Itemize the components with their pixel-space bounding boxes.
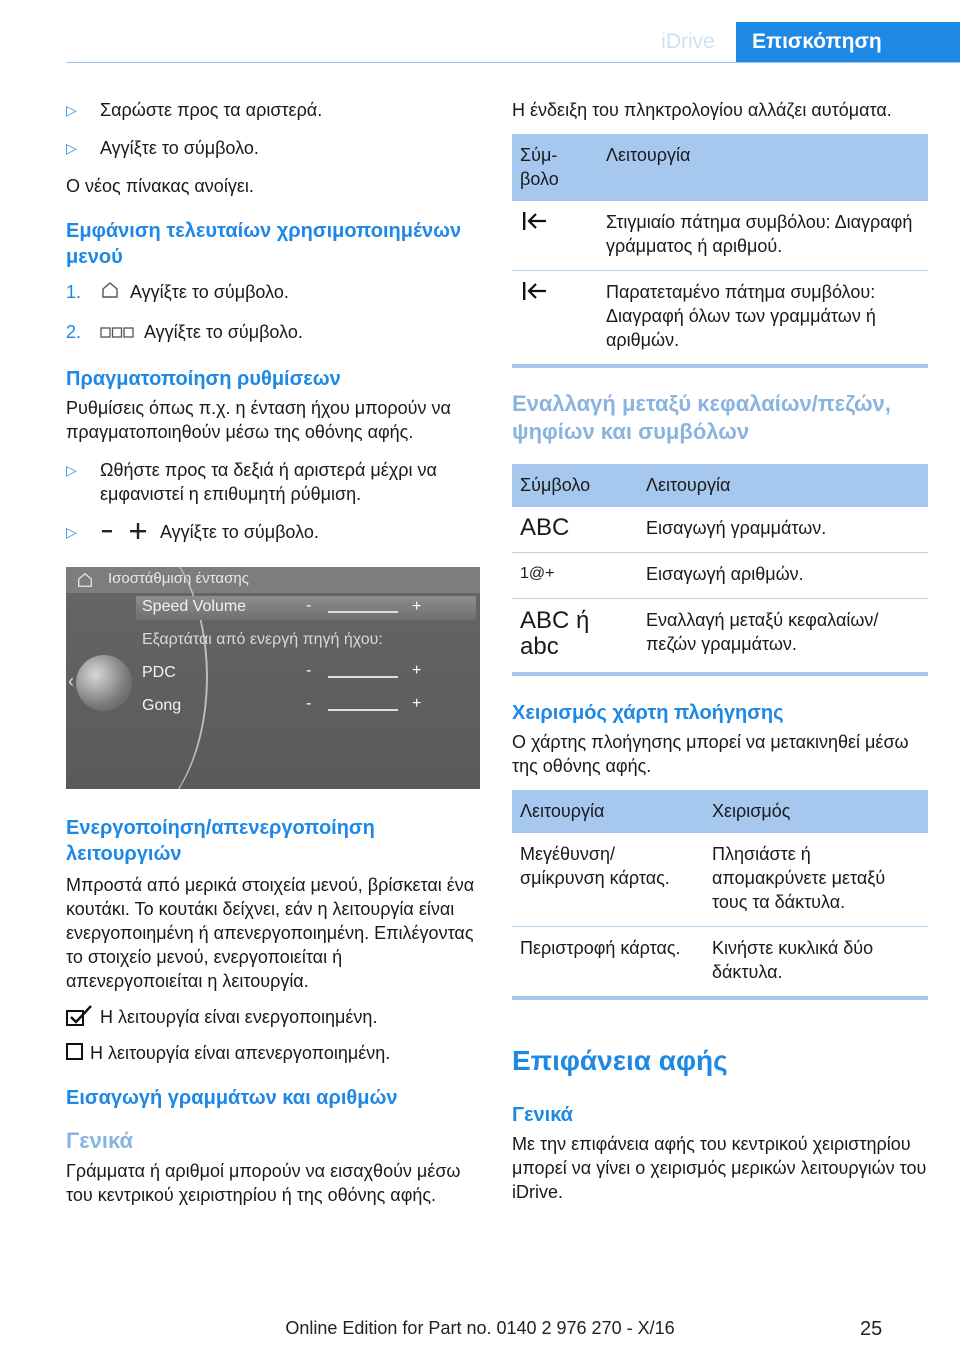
bullet-item: ▷ Σαρώστε προς τα αριστερά. — [66, 100, 323, 120]
symbol-cell: ABC — [512, 507, 638, 553]
table-row — [512, 833, 928, 927]
home-icon — [100, 280, 120, 306]
table-header: Λειτουργία — [638, 464, 928, 507]
minus-label: - — [306, 694, 312, 712]
section-heading: Πραγματοποίηση ρυθμίσεων — [66, 367, 341, 390]
header-chapter-tab: Επισκόπηση — [736, 22, 960, 62]
table-end-rule — [512, 996, 928, 1000]
paragraph: Γράμματα ή αριθμοί μπορούν να εισαχθούν μέσω του κεντρικού χειριστηρίου ή της οθόνης αφής. — [66, 1160, 461, 1205]
chapter-heading: Επιφάνεια αφής — [512, 1045, 728, 1076]
map-gestures-table — [512, 790, 928, 996]
table-header: Λειτουργία — [512, 790, 704, 833]
subsection-heading: Γενικά — [66, 1127, 134, 1153]
table-cell: Περιστροφή κάρτας. — [520, 938, 681, 958]
controller-dial-icon — [76, 655, 132, 711]
paragraph: Η ένδειξη του πληκτρολογίου αλλάζει αυτόματα. — [512, 100, 892, 120]
right-column — [512, 98, 928, 1204]
input-mode-table — [512, 464, 928, 672]
symbol-cell: ABC ή abc — [520, 607, 590, 660]
header-rule — [66, 62, 960, 63]
table-header: Σύμ-βολο — [512, 134, 598, 201]
section-heading: Ενεργοποίηση/απενεργοποίηση λειτουργιών — [66, 816, 375, 865]
table-row — [512, 507, 928, 553]
table-header: Χειρισμός — [704, 790, 928, 833]
table-cell: Εναλλαγή μεταξύ κεφαλαίων/πεζών γραμμάτων. — [646, 610, 879, 654]
table-row — [512, 927, 928, 997]
table-row — [512, 201, 928, 271]
bullet-triangle-icon: ▷ — [66, 102, 77, 118]
paragraph: Ο χάρτης πλοήγησης μπορεί να μετακινηθεί μέσω της οθόνης αφής. — [512, 732, 909, 776]
paragraph: Ο νέος πίνακας ανοίγει. — [66, 176, 254, 196]
backspace-icon — [512, 271, 598, 365]
section-heading: Εμφάνιση τελευταίων χρησιμοποιημένων μενού — [66, 220, 462, 268]
table-row — [512, 599, 928, 673]
plus-label: + — [412, 694, 422, 712]
unchecked-item: Η λειτουργία είναι απενεργοποιημένη. — [66, 1041, 480, 1065]
table-header: Λειτουργία — [598, 134, 928, 201]
screenshot-title: Ισοστάθμιση έντασης — [108, 569, 249, 587]
table-header: Σύμβολο — [512, 464, 638, 507]
delete-symbols-table — [512, 134, 928, 364]
minus-plus-icon — [100, 521, 150, 545]
screenshot-row: Speed Volume — [142, 597, 247, 615]
checkbox-unchecked-icon — [66, 1043, 84, 1067]
header-section-label: iDrive — [661, 30, 715, 53]
table-row — [512, 553, 928, 599]
minus-label: - — [306, 661, 312, 679]
checkbox-checked-icon — [66, 1005, 96, 1033]
recent-menus-icon — [100, 322, 134, 346]
screenshot-row: PDC — [142, 663, 176, 681]
table-cell: Κινήστε κυκλικά δύο δάκτυλα. — [712, 938, 874, 982]
section-heading: Εναλλαγή μεταξύ κεφαλαίων/πεζών, ψηφίων και συμβόλων — [512, 391, 891, 444]
bullet-item: ▷ Αγγίξτε το σύμβολο. — [66, 520, 480, 545]
bullet-triangle-icon: ▷ — [66, 461, 77, 478]
paragraph: Ρυθμίσεις όπως π.χ. η ένταση ήχου μπορούν να πραγματοποιηθούν μέσω της οθόνης αφής. — [66, 397, 451, 442]
table-cell: Πλησιάστε ή απομακρύνετε μεταξύ τους τα δάκτυλα. — [704, 833, 928, 927]
table-cell: Παρατεταμένο πάτημα συμβόλου: Διαγραφή όλων των γραμμάτων ή αριθμών. — [606, 282, 876, 350]
page-number: 25 — [860, 1318, 883, 1340]
screenshot-row: Gong — [142, 696, 182, 714]
paragraph: Μπροστά από μερικά στοιχεία μενού, βρίσκεται ένα κουτάκι. Το κουτάκι δείχνει, εάν η λειτουργία είναι ενεργοποιημένη ή απενεργοποιημένη. Επιλέγοντας το στοιχείο μενού, ενεργοποιείται ή απενεργοποιείται η λειτουργία. — [66, 874, 475, 991]
table-cell: Στιγμιαίο πάτημα συμβόλου: Διαγραφή γράμματος ή αριθμού. — [598, 201, 928, 271]
backspace-icon — [512, 201, 598, 271]
table-end-rule — [512, 364, 928, 368]
plus-label: + — [412, 597, 422, 615]
checked-item: Η λειτουργία είναι ενεργοποιημένη. — [66, 1005, 480, 1029]
bullet-item: ▷ Αγγίξτε το σύμβολο. — [66, 138, 259, 158]
table-end-rule — [512, 672, 928, 676]
plus-label: + — [412, 661, 422, 679]
paragraph: Με την επιφάνεια αφής του κεντρικού χειριστηρίου μπορεί να γίνει ο χειρισμός μερικών λειτουργιών του iDrive. — [512, 1134, 927, 1202]
footer-edition: Online Edition for Part no. 0140 2 976 270 - X/16 — [285, 1318, 675, 1338]
slider-bar — [328, 701, 398, 711]
section-heading: Εισαγωγή γραμμάτων και αριθμών — [66, 1086, 398, 1109]
bullet-triangle-icon: ▷ — [66, 140, 77, 156]
bullet-item: ▷ Ωθήστε προς τα δεξιά ή αριστερά μέχρι να εμφανιστεί η επιθυμητή ρύθμιση. — [66, 459, 437, 504]
slider-bar — [328, 603, 398, 613]
left-column — [66, 98, 480, 1207]
table-cell: Εισαγωγή αριθμών. — [638, 553, 928, 599]
table-cell: Εισαγωγή γραμμάτων. — [638, 507, 928, 553]
slider-bar — [328, 668, 398, 678]
minus-label: - — [306, 596, 312, 614]
table-cell: Μεγέθυνση/σμίκρυνση κάρτας. — [512, 833, 704, 927]
screenshot-row: Εξαρτάται από ενεργή πηγή ήχου: — [142, 630, 383, 648]
table-row — [512, 271, 928, 365]
bullet-triangle-icon: ▷ — [66, 523, 77, 540]
step-item: 1. Αγγίξτε το σύμβολο. — [66, 280, 480, 306]
volume-settings-screenshot — [66, 567, 480, 789]
chevron-left-icon: ‹ — [68, 670, 74, 691]
section-heading: Χειρισμός χάρτη πλοήγησης — [512, 702, 784, 724]
step-item: 2. Αγγίξτε το σύμβολο. — [66, 320, 480, 345]
symbol-cell: 1@+ — [512, 553, 638, 599]
subsection-heading: Γενικά — [512, 1104, 573, 1126]
